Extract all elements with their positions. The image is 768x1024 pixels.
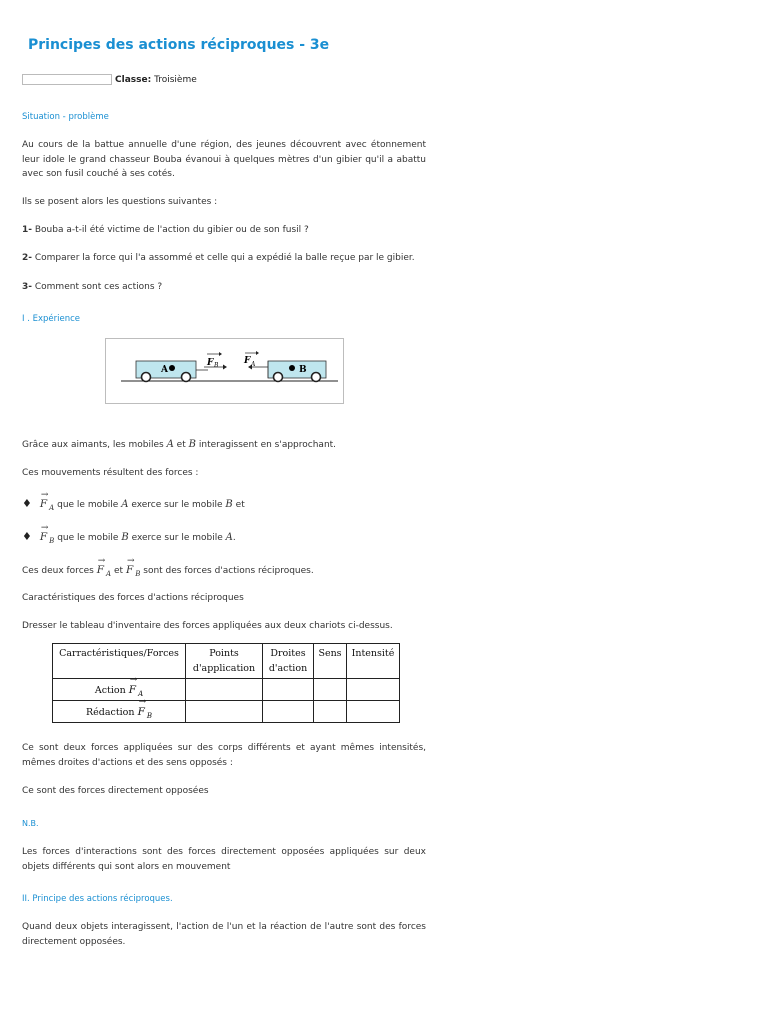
force-a-label: F	[244, 356, 251, 366]
question-number: 3-	[22, 282, 32, 292]
header-cell: Droites d'action	[263, 644, 314, 679]
question-text: Comparer la force qui l'a assommé et celle qui a expédié la balle reçue par le gibier.	[34, 253, 415, 263]
table-cell[interactable]	[347, 679, 400, 701]
force-item-b	[22, 530, 426, 546]
table-cell[interactable]	[263, 679, 314, 701]
table-header-row	[53, 644, 400, 679]
conclusion-line: Ce sont des forces directement opposées	[22, 786, 209, 796]
row-label-cell	[53, 679, 186, 701]
cart-b-wheel-right	[312, 373, 321, 382]
vector-f: → F	[40, 497, 47, 512]
mobile-a: A	[166, 439, 174, 450]
conclusion-paragraph: Ce sont deux forces appliquées sur des corps différents et ayant mêmes intensités, mêmes droites d'actions et des sens opposés :	[22, 743, 426, 768]
nb-paragraph: Les forces d'interactions sont des forces directement opposées appliquées sur deux objets différents qui sont alors en mouvement	[22, 847, 426, 872]
mobile-b: B	[188, 439, 196, 450]
table-cell[interactable]	[314, 679, 347, 701]
cart-b-label: B	[299, 365, 307, 375]
header-cell: Intensité	[347, 644, 400, 679]
principe-heading: II. Principe des actions réciproques.	[22, 894, 173, 904]
force-b-sub: B	[214, 362, 219, 369]
mobile-to: A	[225, 532, 233, 543]
question-2	[22, 251, 426, 266]
classe-input[interactable]	[22, 74, 112, 85]
table-cell[interactable]	[314, 701, 347, 723]
situation-heading: Situation - problème	[22, 112, 109, 122]
vector-sub: B	[49, 537, 55, 545]
table-cell[interactable]	[186, 679, 263, 701]
reciprocal-before: Ces deux forces	[22, 566, 94, 576]
mobile-from: B	[121, 532, 129, 543]
interaction-after: interagissent en s'approchant.	[198, 440, 337, 450]
table-cell[interactable]	[263, 701, 314, 723]
experience-heading: I . Expérience	[22, 314, 81, 324]
mobile-from: A	[121, 499, 129, 510]
classe-row	[22, 74, 197, 85]
vector-sub: B	[146, 711, 153, 720]
question-text: Comment sont ces actions ?	[34, 282, 163, 292]
table-cell[interactable]	[347, 701, 400, 723]
row-label: Action	[94, 684, 126, 696]
cart-b-wheel-left	[274, 373, 283, 382]
question-text: Bouba a-t-il été victime de l'action du gibier ou de son fusil ?	[34, 225, 309, 235]
experiment-figure	[105, 338, 344, 404]
vector-sub: B	[135, 570, 141, 578]
interaction-paragraph	[22, 438, 426, 453]
vector-f: → F	[138, 706, 145, 718]
table-row	[53, 679, 400, 701]
reciprocal-and: et	[113, 566, 124, 576]
force-item-text: que le mobile	[57, 533, 119, 543]
questions-intro: Ils se posent alors les questions suivantes :	[22, 197, 218, 207]
classe-label: Classe:	[115, 75, 152, 85]
diamond-bullet-icon: ♦	[22, 530, 32, 543]
vector-sub: A	[106, 570, 112, 578]
question-number: 1-	[22, 225, 32, 235]
question-number: 2-	[22, 253, 32, 263]
cart-a-label: A	[161, 365, 168, 375]
mobile-to: B	[225, 499, 233, 510]
row-label-cell	[53, 701, 186, 723]
forces-intro: Ces mouvements résultent des forces :	[22, 468, 199, 478]
intro-paragraph: Au cours de la battue annuelle d'une région, des jeunes découvrent avec étonnement leur idole le grand chasseur Bouba évanoui à quelques mètres d'un gibier qu'il a abattu avec son fusil couché à ses cotés.	[22, 140, 426, 179]
interaction-before: Grâce aux aimants, les mobiles	[22, 440, 164, 450]
question-3	[22, 280, 426, 295]
vector-f-b: → F	[126, 563, 133, 578]
table-row	[53, 701, 400, 723]
dresser-line: Dresser le tableau d'inventaire des forces appliquées aux deux chariots ci-dessus.	[22, 621, 393, 631]
cart-a-wheel-left	[142, 373, 151, 382]
force-b-label: F	[207, 358, 214, 368]
force-item-text: que le mobile	[57, 500, 119, 510]
interaction-and: et	[176, 440, 186, 450]
question-1	[22, 223, 426, 238]
nb-heading: N.B.	[22, 819, 39, 828]
diamond-bullet-icon: ♦	[22, 497, 32, 510]
reciprocal-after: sont des forces d'actions réciproques.	[143, 566, 314, 576]
vector-sub: A	[49, 504, 55, 512]
caracteristiques-line: Caractéristiques des forces d'actions réciproques	[22, 593, 244, 603]
reciprocal-paragraph	[22, 563, 426, 579]
cart-a-wheel-right	[182, 373, 191, 382]
header-cell: Carractéristiques/Forces	[53, 644, 186, 679]
vector-f: → F	[40, 530, 47, 545]
classe-value: Troisième	[154, 75, 197, 85]
cart-b-magnet	[289, 365, 295, 371]
force-item-text: exerce sur le mobile	[131, 533, 223, 543]
vector-sub: A	[138, 689, 144, 698]
header-cell: Sens	[314, 644, 347, 679]
vector-f-a: → F	[97, 563, 104, 578]
force-item-text: et	[235, 500, 245, 510]
cart-a-magnet	[169, 365, 175, 371]
principe-paragraph: Quand deux objets interagissent, l'action de l'un et la réaction de l'autre sont des forces directement opposées.	[22, 922, 426, 947]
row-label: Rédaction	[85, 706, 135, 718]
page-title: Principes des actions réciproques - 3e	[28, 37, 330, 53]
force-item-a	[22, 497, 426, 513]
force-item-text: .	[232, 533, 236, 543]
carts-diagram	[106, 339, 343, 403]
inventory-table	[52, 643, 400, 723]
vector-f: → F	[129, 684, 136, 696]
force-b-arrowhead	[223, 365, 227, 370]
force-item-text: exerce sur le mobile	[131, 500, 223, 510]
table-cell[interactable]	[186, 701, 263, 723]
force-a-sub: A	[251, 361, 256, 368]
header-cell: Points d'application	[186, 644, 263, 679]
